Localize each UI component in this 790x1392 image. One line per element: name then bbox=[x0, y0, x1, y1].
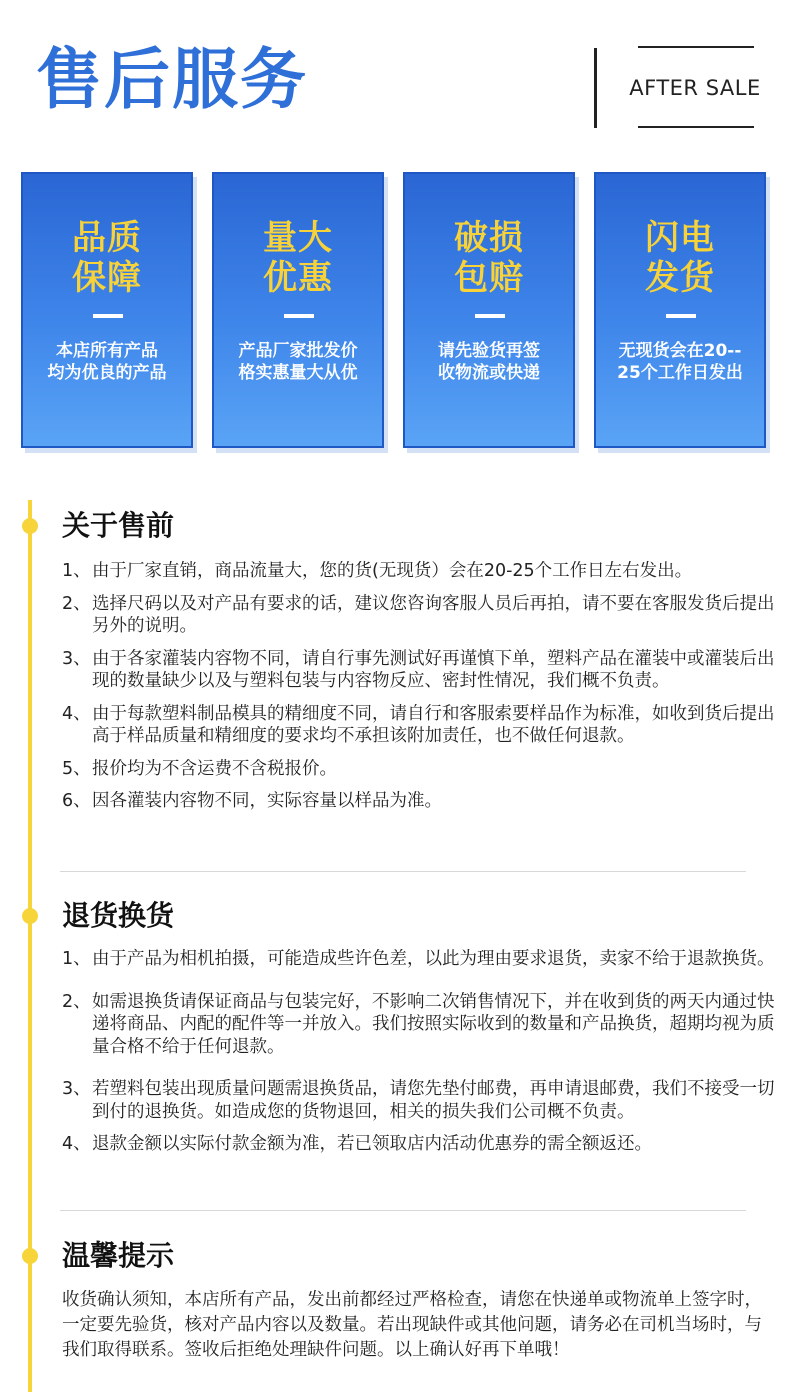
list-item bbox=[62, 593, 776, 638]
item-text: 由于每款塑料制品模具的精细度不同，请自行和客服索要样品作为标准，如收到货后提出高于样品质量和精细度的要求均不承担该附加责任，也不做任何退款。 bbox=[92, 703, 775, 746]
card-title: 破损 包赔 bbox=[454, 218, 524, 298]
item-text: 由于厂家直销，商品流量大，您的货(无现货）会在20-25个工作日左右发出。 bbox=[92, 561, 693, 581]
item-number: 5、 bbox=[62, 758, 91, 779]
page-header bbox=[0, 0, 790, 150]
item-text: 因各灌装内容物不同，实际容量以样品为准。 bbox=[92, 791, 442, 811]
timeline-dot bbox=[22, 908, 38, 924]
card-desc: 本店所有产品 均为优良的产品 bbox=[47, 341, 167, 383]
card-title: 量大 优惠 bbox=[263, 218, 333, 298]
card-shipping bbox=[594, 172, 766, 448]
presale-list bbox=[62, 560, 776, 813]
item-number: 2、 bbox=[62, 593, 91, 614]
card-dash bbox=[475, 314, 505, 318]
list-item bbox=[62, 758, 776, 781]
item-text: 如需退换货请保证商品与包装完好，不影响二次销售情况下，并在收到货的两天内通过快递将商品、内配的配件等一并放入。我们按照实际收到的数量和产品换货，超期均视为质量合格不给于任何退款。 bbox=[92, 991, 775, 1057]
item-text: 若塑料包装出现质量问题需退换货品，请您先垫付邮费，再申请退邮费，我们不接受一切到付的退换货。如造成您的货物退回，相关的损失我们公司概不负责。 bbox=[92, 1079, 775, 1122]
section-title-returns: 退货换货 bbox=[62, 899, 175, 932]
timeline-dot bbox=[22, 518, 38, 534]
card-desc: 请先验货再签 收物流或快递 bbox=[438, 341, 540, 383]
list-item bbox=[62, 948, 776, 971]
card-discount bbox=[212, 172, 384, 448]
item-text: 选择尺码以及对产品有要求的话，建议您咨询客服人员后再拍，请不要在客服发货后提出另外的说明。 bbox=[92, 593, 775, 636]
item-text: 退款金额以实际付款金额为准，若已领取店内活动优惠券的需全额返还。 bbox=[92, 1134, 652, 1154]
item-number: 3、 bbox=[62, 1079, 91, 1099]
page-subtitle: AFTER SALE bbox=[629, 76, 761, 100]
item-number: 2、 bbox=[62, 991, 91, 1012]
section-title-tips: 温馨提示 bbox=[62, 1239, 175, 1272]
list-item bbox=[62, 790, 776, 813]
item-number: 3、 bbox=[62, 648, 91, 669]
item-number: 1、 bbox=[62, 949, 91, 969]
list-item bbox=[62, 648, 776, 693]
item-text: 由于各家灌装内容物不同，请自行事先测试好再谨慎下单，塑料产品在灌装中或灌装后出现的数量缺少以及与塑料包装与内容物反应、密封性情况，我们概不负责。 bbox=[92, 648, 775, 691]
card-dash bbox=[666, 314, 696, 318]
item-text: 报价均为不含运费不含税报价。 bbox=[92, 758, 337, 779]
subtitle-top-rule bbox=[638, 46, 754, 48]
list-item bbox=[62, 1133, 776, 1156]
card-title: 品质 保障 bbox=[72, 218, 142, 298]
card-quality bbox=[21, 172, 193, 448]
service-cards bbox=[0, 172, 790, 457]
card-dash bbox=[93, 314, 123, 318]
section-title-presale: 关于售前 bbox=[62, 509, 175, 542]
section-divider bbox=[60, 1210, 746, 1211]
page-title: 售后服务 bbox=[36, 41, 308, 118]
tips-text: 收货确认须知，本店所有产品，发出前都经过严格检查，请您在快递单或物流单上签字时，一定要先验货，核对产品内容以及数量。若出现缺件或其他问题，请务必在司机当场时，与我们取得联系。签收后拒绝处理缺件问题。以上确认好再下单哦！ bbox=[62, 1290, 762, 1360]
section-divider bbox=[60, 871, 746, 872]
item-number: 4、 bbox=[62, 1134, 91, 1154]
subtitle-bottom-rule bbox=[638, 126, 754, 128]
header-divider bbox=[594, 48, 597, 128]
item-text: 由于产品为相机拍摄，可能造成些许色差，以此为理由要求退货，卖家不给于退款换货。 bbox=[92, 949, 775, 969]
card-damage bbox=[403, 172, 575, 448]
card-desc: 无现货会在20-- 25个工作日发出 bbox=[617, 341, 743, 383]
card-desc: 产品厂家批发价 格实惠量大从优 bbox=[238, 341, 358, 383]
list-item bbox=[62, 1078, 776, 1123]
list-item bbox=[62, 560, 776, 583]
card-dash bbox=[284, 314, 314, 318]
timeline-dot bbox=[22, 1248, 38, 1264]
list-item bbox=[62, 703, 776, 748]
card-title: 闪电 发货 bbox=[645, 218, 715, 298]
item-number: 6、 bbox=[62, 791, 91, 811]
item-number: 1、 bbox=[62, 561, 91, 581]
item-number: 4、 bbox=[62, 703, 91, 724]
list-item bbox=[62, 991, 776, 1059]
returns-list bbox=[62, 948, 776, 1156]
